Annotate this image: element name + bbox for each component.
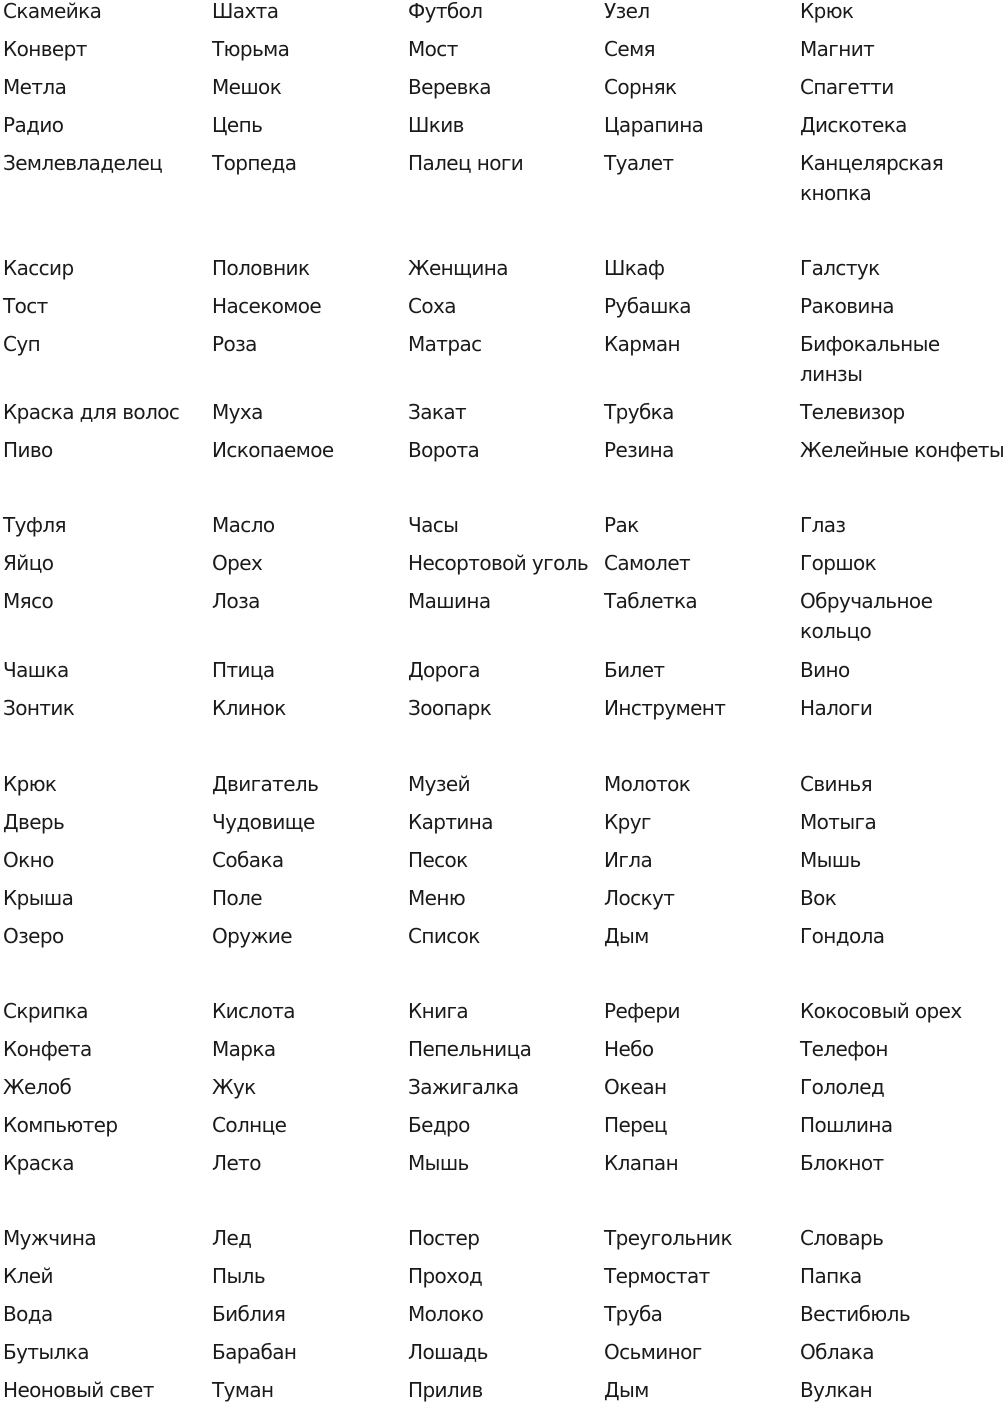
- word-item: Зажигалка: [408, 1075, 519, 1099]
- word-row: [0, 397, 980, 435]
- word-item: Бедро: [408, 1113, 470, 1137]
- word-item: Спагетти: [800, 75, 894, 99]
- word-item: Яйцо: [3, 551, 54, 575]
- word-item: Телевизор: [800, 400, 905, 424]
- word-item: Мотыга: [800, 810, 877, 834]
- word-item: Лето: [212, 1151, 261, 1175]
- word-item: Налоги: [800, 696, 873, 720]
- word-item: Песок: [408, 848, 468, 872]
- word-item: Список: [408, 924, 480, 948]
- word-item: Машина: [408, 589, 491, 613]
- word-item: Игла: [604, 848, 653, 872]
- word-item: Насекомое: [212, 294, 322, 318]
- word-row: [0, 921, 980, 959]
- word-row: [0, 769, 980, 807]
- word-item: Тюрьма: [212, 37, 290, 61]
- word-item: Дым: [604, 1378, 649, 1402]
- word-row: [0, 329, 980, 386]
- word-item: Мужчина: [3, 1226, 97, 1250]
- word-row: [0, 510, 980, 548]
- word-item: Неоновый свет: [3, 1378, 154, 1402]
- word-item: Бутылка: [3, 1340, 89, 1364]
- word-item: Солнце: [212, 1113, 287, 1137]
- word-item: Таблетка: [604, 589, 698, 613]
- word-item: Пошлина: [800, 1113, 893, 1137]
- word-row: [0, 110, 980, 148]
- word-item: Гондола: [800, 924, 885, 948]
- word-item: Вода: [3, 1302, 53, 1326]
- word-row: [0, 1034, 980, 1072]
- word-item: Бифокальные линзы: [800, 332, 940, 386]
- word-item: Книга: [408, 999, 469, 1023]
- word-item: Желейные конфеты: [800, 438, 1004, 462]
- word-item: Папка: [800, 1264, 862, 1288]
- word-row: [0, 586, 980, 643]
- word-item: Туман: [212, 1378, 274, 1402]
- word-item: Самолет: [604, 551, 691, 575]
- word-item: Мост: [408, 37, 458, 61]
- word-row: [0, 34, 980, 72]
- word-item: Шкив: [408, 113, 464, 137]
- word-item: Клинок: [212, 696, 286, 720]
- word-item: Прилив: [408, 1378, 483, 1402]
- word-item: Закат: [408, 400, 467, 424]
- word-item: Трубка: [604, 400, 674, 424]
- word-item: Перец: [604, 1113, 667, 1137]
- word-item: Поле: [212, 886, 262, 910]
- word-item: Скрипка: [3, 999, 88, 1023]
- word-row: [0, 72, 980, 110]
- word-item: Мышь: [408, 1151, 469, 1175]
- word-item: Обручальное кольцо: [800, 589, 933, 643]
- word-item: Царапина: [604, 113, 704, 137]
- word-item: Птица: [212, 658, 275, 682]
- word-item: Канцелярская кнопка: [800, 151, 944, 205]
- word-row: [0, 1299, 980, 1337]
- word-item: Клей: [3, 1264, 53, 1288]
- word-item: Женщина: [408, 256, 508, 280]
- word-item: Магнит: [800, 37, 875, 61]
- word-item: Цепь: [212, 113, 263, 137]
- word-item: Дверь: [3, 810, 65, 834]
- word-item: Краска для волос: [3, 400, 180, 424]
- word-item: Телефон: [800, 1037, 888, 1061]
- word-item: Лоза: [212, 589, 260, 613]
- word-item: Шахта: [212, 0, 279, 23]
- word-item: Веревка: [408, 75, 491, 99]
- word-item: Кокосовый орех: [800, 999, 962, 1023]
- word-row: [0, 0, 980, 34]
- word-item: Вок: [800, 886, 837, 910]
- word-item: Пыль: [212, 1264, 266, 1288]
- word-item: Галстук: [800, 256, 880, 280]
- word-row: [0, 291, 980, 329]
- word-item: Зоопарк: [408, 696, 492, 720]
- word-item: Вулкан: [800, 1378, 873, 1402]
- word-row: [0, 1375, 980, 1413]
- word-item: Узел: [604, 0, 650, 23]
- word-item: Небо: [604, 1037, 654, 1061]
- word-item: Инструмент: [604, 696, 726, 720]
- word-item: Вино: [800, 658, 850, 682]
- word-row: [0, 1261, 980, 1299]
- word-item: Чудовище: [212, 810, 315, 834]
- word-row: [0, 548, 980, 586]
- word-row: [0, 996, 980, 1034]
- word-item: Ископаемое: [212, 438, 334, 462]
- word-item: Скамейка: [3, 0, 102, 23]
- word-item: Футбол: [408, 0, 483, 23]
- word-row: [0, 845, 980, 883]
- word-row: [0, 435, 1004, 473]
- word-item: Конверт: [3, 37, 87, 61]
- word-item: Гололед: [800, 1075, 885, 1099]
- word-row: [0, 148, 980, 205]
- word-item: Сорняк: [604, 75, 677, 99]
- word-item: Резина: [604, 438, 674, 462]
- word-item: Океан: [604, 1075, 667, 1099]
- word-item: Оружие: [212, 924, 292, 948]
- word-item: Труба: [604, 1302, 663, 1326]
- word-item: Блокнот: [800, 1151, 884, 1175]
- word-row: [0, 253, 980, 291]
- word-item: Окно: [3, 848, 54, 872]
- word-item: Крюк: [800, 0, 854, 23]
- word-item: Шкаф: [604, 256, 665, 280]
- word-item: Термостат: [604, 1264, 710, 1288]
- word-row: [0, 1148, 980, 1186]
- word-item: Горшок: [800, 551, 877, 575]
- word-item: Чашка: [3, 658, 69, 682]
- word-item: Конфета: [3, 1037, 92, 1061]
- word-item: Суп: [3, 332, 41, 356]
- word-item: Компьютер: [3, 1113, 118, 1137]
- word-item: Клапан: [604, 1151, 679, 1175]
- word-item: Кислота: [212, 999, 295, 1023]
- word-item: Постер: [408, 1226, 480, 1250]
- word-item: Туфля: [3, 513, 66, 537]
- word-item: Торпеда: [212, 151, 297, 175]
- word-row: [0, 1223, 980, 1261]
- word-item: Карман: [604, 332, 680, 356]
- word-item: Дорога: [408, 658, 480, 682]
- word-item: Пиво: [3, 438, 53, 462]
- word-item: Желоб: [3, 1075, 72, 1099]
- word-item: Мешок: [212, 75, 282, 99]
- word-item: Матрас: [408, 332, 482, 356]
- word-row: [0, 1110, 980, 1148]
- word-item: Озеро: [3, 924, 64, 948]
- word-item: Картина: [408, 810, 493, 834]
- word-row: [0, 883, 980, 921]
- word-item: Метла: [3, 75, 67, 99]
- word-item: Дым: [604, 924, 649, 948]
- word-item: Краска: [3, 1151, 74, 1175]
- word-item: Рак: [604, 513, 639, 537]
- word-item: Молоток: [604, 772, 691, 796]
- word-item: Облака: [800, 1340, 874, 1364]
- word-item: Рефери: [604, 999, 680, 1023]
- word-item: Барабан: [212, 1340, 297, 1364]
- word-item: Землевладелец: [3, 151, 163, 175]
- word-item: Марка: [212, 1037, 276, 1061]
- word-item: Соха: [408, 294, 456, 318]
- word-item: Мышь: [800, 848, 861, 872]
- word-item: Пепельница: [408, 1037, 532, 1061]
- word-row: [0, 655, 980, 693]
- word-item: Лоскут: [604, 886, 675, 910]
- word-item: Роза: [212, 332, 257, 356]
- word-item: Осьминог: [604, 1340, 702, 1364]
- word-item: Зонтик: [3, 696, 75, 720]
- word-item: Семя: [604, 37, 655, 61]
- word-item: Собака: [212, 848, 284, 872]
- word-item: Лед: [212, 1226, 252, 1250]
- word-item: Жук: [212, 1075, 256, 1099]
- word-item: Молоко: [408, 1302, 484, 1326]
- word-item: Глаз: [800, 513, 846, 537]
- word-item: Половник: [212, 256, 310, 280]
- word-item: Мясо: [3, 589, 54, 613]
- word-item: Круг: [604, 810, 651, 834]
- word-item: Туалет: [604, 151, 674, 175]
- word-item: Ворота: [408, 438, 480, 462]
- word-item: Масло: [212, 513, 275, 537]
- word-item: Крюк: [3, 772, 57, 796]
- word-row: [0, 807, 980, 845]
- word-item: Кассир: [3, 256, 74, 280]
- word-item: Меню: [408, 886, 466, 910]
- word-item: Треугольник: [604, 1226, 732, 1250]
- word-item: Несортовой уголь: [408, 551, 589, 575]
- word-item: Вестибюль: [800, 1302, 911, 1326]
- word-item: Билет: [604, 658, 665, 682]
- word-item: Муха: [212, 400, 263, 424]
- word-item: Свинья: [800, 772, 873, 796]
- word-item: Проход: [408, 1264, 483, 1288]
- word-item: Двигатель: [212, 772, 319, 796]
- word-item: Часы: [408, 513, 459, 537]
- word-item: Библия: [212, 1302, 286, 1326]
- word-item: Тост: [3, 294, 48, 318]
- word-item: Радио: [3, 113, 64, 137]
- word-row: [0, 693, 980, 731]
- word-item: Раковина: [800, 294, 894, 318]
- word-item: Музей: [408, 772, 471, 796]
- word-item: Палец ноги: [408, 151, 524, 175]
- word-item: Дискотека: [800, 113, 907, 137]
- word-item: Словарь: [800, 1226, 884, 1250]
- word-item: Рубашка: [604, 294, 691, 318]
- word-item: Крыша: [3, 886, 74, 910]
- word-item: Лошадь: [408, 1340, 488, 1364]
- word-row: [0, 1072, 980, 1110]
- word-item: Орех: [212, 551, 263, 575]
- word-row: [0, 1337, 980, 1375]
